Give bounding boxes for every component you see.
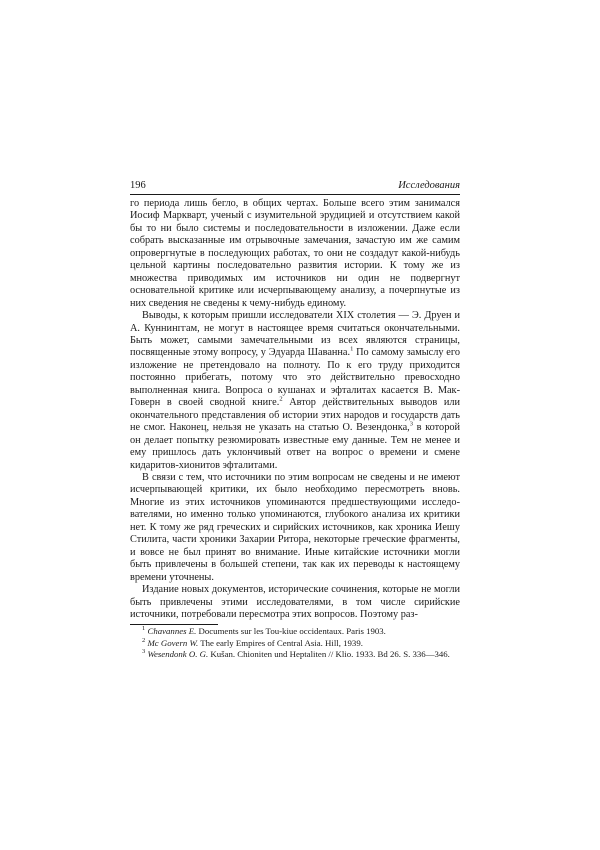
- footnote-number: 3: [142, 647, 146, 655]
- paragraph-text: В связи с тем, что источники по этим вопросам не сведены и не имеют исчерпывающей критики, их было необходимо пересмотреть вновь. Многие из этих источников упоминаются предшествующими исследователями, но именно только упоминаются, глубокого анализа их критики нет. К тому же ряд греческих и сирийских источников, как хроника Иешу Стилита, части хроники Захарии Ритора, некоторые греческие фрагменты, и вовсе не был принят во внимание. Иные китайские источники могли быть привлечены в большей степени, так как их переводы к настоящему времени уточнены.: [130, 471, 460, 583]
- paragraph-text: Выводы, к которым пришли исследователи XIX столетия — Э. Друен и А. Куннинггам, не могут в настоящее время считаться окончательными. Быть может, самыми замечательными из всех являются страницы, посвященные этому вопросу, у Эдуарда Шаванна.: [130, 310, 460, 359]
- paragraph: [130, 472, 460, 584]
- running-head: [130, 180, 460, 195]
- footnote: [130, 638, 460, 649]
- footnote-ref: 1: [350, 346, 354, 354]
- footnote-number: 2: [142, 636, 146, 644]
- footnote-text: Documents sur les Tou-kiue occidentaux. Paris 1903.: [196, 626, 386, 637]
- footnote-author: Mc Govern W.: [147, 637, 199, 648]
- paragraph-text: Издание новых документов, исторические сочинения, которые не могли быть привлечены этими исследователями, в том числе сирийские источники, потребовали пересмотра этих вопросов. Поэтому раз-: [130, 584, 460, 620]
- paragraph: [130, 198, 460, 310]
- footnote-number: 1: [142, 625, 146, 633]
- body-text: [130, 198, 460, 621]
- footnote-author: Wesendonk O. G.: [147, 648, 209, 659]
- page-number: 196: [130, 180, 146, 191]
- paragraph-text: го периода лишь бегло, в общих чертах. Больше всего этим занимался Иосиф Маркварт, ученый с изумительной эрудицией и отсутствием какой бы то ни было системы и последовательности в изложении. Даже если собрать высказанные им отрывочные замечания, зачастую им же самим опровергнутые в последующих работах, то они не создадут какой-нибудь цельной картины последовательно развития истории. К тому же из множества приводимых им источников ни один не подвергнут основательной критике или исчерпывающему анализу, а почерпнутые из них сведения не сведены к чему-нибудь единому.: [130, 198, 460, 309]
- footnote: [130, 626, 460, 637]
- paragraph-text: в которой он делает попытку резюмировать известные ему данные. Тем не менее и ему пришлось дать уклончивый ответ на вопрос о времени и смене кидаритов-хионитов эфталитами.: [130, 422, 461, 471]
- footnote-author: Chavannes E.: [147, 626, 197, 637]
- footnote-ref: 3: [409, 420, 413, 428]
- footnote-ref: 2: [279, 395, 283, 403]
- section-title: Исследования: [398, 180, 460, 191]
- footnote-text: The early Empires of Central Asia. Hill, 1939.: [198, 637, 363, 648]
- footnote: [130, 649, 460, 660]
- footnotes: [130, 623, 460, 660]
- page-block: [130, 180, 460, 660]
- footnote-text: Kušan. Chioniten und Heptaliten // Klio. 1933. Bd 26. S. 336—346.: [208, 648, 450, 659]
- paragraph-text: По самому замыслу его изложение не претендовало на полноту. По к его труду приходится постоянно прибегать, потому что это действительно превосходно выполненная книга. Вопроса о кушанах и эфталитах касается В. Мак-Говерн в своей сводной книге.: [130, 347, 460, 409]
- paragraph-text: Автор действительных выводов или окончательного представления об истории этих народов и государств дать не смог. Наконец, нельзя не указать на статью О. Везендонка,: [130, 397, 460, 434]
- paragraph: [130, 584, 460, 621]
- paragraph: [130, 310, 460, 472]
